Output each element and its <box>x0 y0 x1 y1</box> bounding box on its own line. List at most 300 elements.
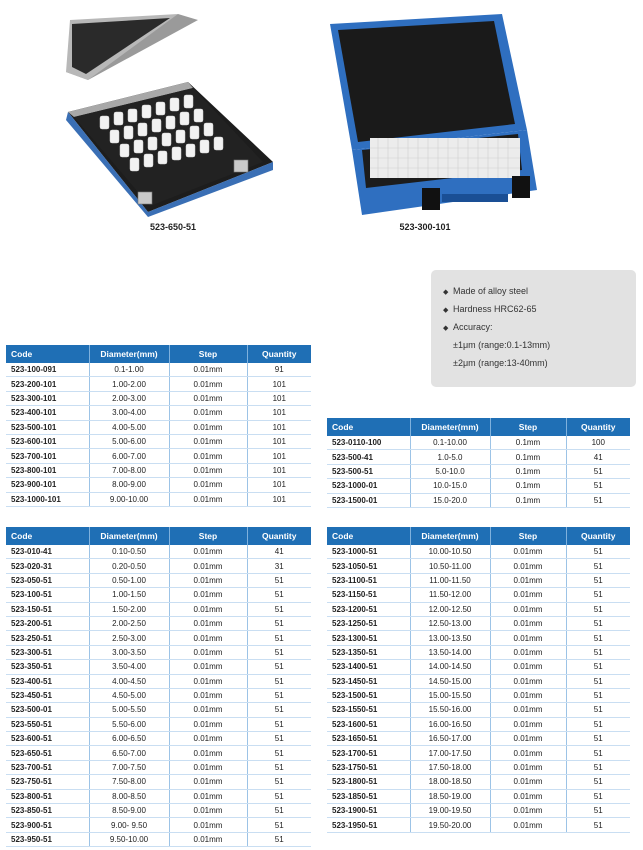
step-cell: 0.01mm <box>169 616 247 630</box>
table-row <box>327 631 630 645</box>
header-code: Code <box>6 528 89 545</box>
step-cell: 0.01mm <box>490 732 566 746</box>
diameter-cell: 11.50-12.00 <box>410 588 490 602</box>
step-cell: 0.1mm <box>490 464 566 478</box>
code-cell: 523-600-51 <box>6 732 89 746</box>
step-cell: 0.01mm <box>169 818 247 832</box>
table-row <box>6 717 311 731</box>
quantity-cell: 51 <box>566 631 630 645</box>
quantity-cell: 51 <box>247 732 311 746</box>
code-cell: 523-0110-100 <box>327 436 410 450</box>
aluminum-case-photo <box>58 12 283 217</box>
table-row <box>327 660 630 674</box>
code-cell: 523-1650-51 <box>327 732 410 746</box>
code-cell: 523-150-51 <box>6 602 89 616</box>
step-cell: 0.01mm <box>490 674 566 688</box>
spec-sub-item: ±2μm (range:13-40mm) <box>453 358 548 368</box>
header-step: Step <box>490 419 566 436</box>
code-cell: 523-1700-51 <box>327 746 410 760</box>
quantity-cell: 91 <box>247 363 311 377</box>
diameter-cell: 12.50-13.00 <box>410 616 490 630</box>
diameter-cell: 7.50-8.00 <box>89 775 169 789</box>
step-cell: 0.01mm <box>169 573 247 587</box>
step-cell: 0.01mm <box>169 463 247 477</box>
step-cell: 0.01mm <box>169 631 247 645</box>
table-row <box>6 559 311 573</box>
diameter-cell: 16.00-16.50 <box>410 717 490 731</box>
quantity-cell: 51 <box>566 602 630 616</box>
product-caption-1: 523-650-51 <box>149 222 197 232</box>
code-cell: 523-1850-51 <box>327 789 410 803</box>
quantity-cell: 101 <box>247 434 311 448</box>
quantity-cell: 51 <box>247 588 311 602</box>
step-cell: 0.01mm <box>169 688 247 702</box>
code-cell: 523-300-51 <box>6 645 89 659</box>
code-cell: 523-750-51 <box>6 775 89 789</box>
table-row <box>6 775 311 789</box>
spec-table-2 <box>327 418 630 508</box>
step-cell: 0.01mm <box>169 717 247 731</box>
diameter-cell: 0.1-1.00 <box>89 363 169 377</box>
header-quantity: Quantity <box>247 528 311 545</box>
diameter-cell: 9.00-10.00 <box>89 492 169 506</box>
diameter-cell: 1.00-1.50 <box>89 588 169 602</box>
table-row <box>6 377 311 391</box>
header-diameter: Diameter(mm) <box>89 528 169 545</box>
quantity-cell: 51 <box>247 760 311 774</box>
quantity-cell: 51 <box>566 588 630 602</box>
table-row <box>6 434 311 448</box>
diameter-cell: 15.00-15.50 <box>410 688 490 702</box>
table-row <box>327 493 630 507</box>
code-cell: 523-1000-01 <box>327 479 410 493</box>
diameter-cell: 19.00-19.50 <box>410 804 490 818</box>
quantity-cell: 101 <box>247 391 311 405</box>
quantity-cell: 51 <box>566 545 630 559</box>
quantity-cell: 41 <box>566 450 630 464</box>
code-cell: 523-950-51 <box>6 832 89 846</box>
step-cell: 0.01mm <box>169 559 247 573</box>
table-row <box>327 559 630 573</box>
header-code: Code <box>6 346 89 363</box>
header-code: Code <box>327 419 410 436</box>
table-row <box>6 406 311 420</box>
diameter-cell: 15.0-20.0 <box>410 493 490 507</box>
code-cell: 523-1000-101 <box>6 492 89 506</box>
diameter-cell: 0.50-1.00 <box>89 573 169 587</box>
table-row <box>327 789 630 803</box>
diamond-bullet-icon: ◆ <box>443 307 449 314</box>
code-cell: 523-1750-51 <box>327 760 410 774</box>
diameter-cell: 10.0-15.0 <box>410 479 490 493</box>
quantity-cell: 51 <box>247 818 311 832</box>
table-row <box>327 616 630 630</box>
quantity-cell: 51 <box>566 616 630 630</box>
table-row <box>6 818 311 832</box>
diameter-cell: 14.50-15.00 <box>410 674 490 688</box>
code-cell: 523-1600-51 <box>327 717 410 731</box>
header-quantity: Quantity <box>566 528 630 545</box>
diameter-cell: 8.00-8.50 <box>89 789 169 803</box>
table-row <box>6 631 311 645</box>
code-cell: 523-1150-51 <box>327 588 410 602</box>
step-cell: 0.01mm <box>169 732 247 746</box>
step-cell: 0.01mm <box>169 363 247 377</box>
step-cell: 0.01mm <box>490 717 566 731</box>
quantity-cell: 51 <box>247 804 311 818</box>
code-cell: 523-700-101 <box>6 449 89 463</box>
diameter-cell: 10.00-10.50 <box>410 545 490 559</box>
code-cell: 523-800-101 <box>6 463 89 477</box>
diameter-cell: 2.50-3.00 <box>89 631 169 645</box>
table-row <box>327 464 630 478</box>
table-row <box>327 545 630 559</box>
diameter-cell: 12.00-12.50 <box>410 602 490 616</box>
code-cell: 523-1350-51 <box>327 645 410 659</box>
step-cell: 0.01mm <box>169 434 247 448</box>
table-row <box>327 450 630 464</box>
quantity-cell: 51 <box>247 573 311 587</box>
table-row <box>327 703 630 717</box>
table-row <box>327 732 630 746</box>
table-row <box>327 818 630 832</box>
step-cell: 0.01mm <box>490 545 566 559</box>
header-step: Step <box>169 346 247 363</box>
code-cell: 523-1400-51 <box>327 660 410 674</box>
table-row <box>327 602 630 616</box>
diameter-cell: 2.00-2.50 <box>89 616 169 630</box>
step-cell: 0.01mm <box>169 449 247 463</box>
code-cell: 523-020-31 <box>6 559 89 573</box>
quantity-cell: 51 <box>247 775 311 789</box>
step-cell: 0.01mm <box>169 391 247 405</box>
quantity-cell: 51 <box>566 573 630 587</box>
code-cell: 523-600-101 <box>6 434 89 448</box>
diameter-cell: 1.50-2.00 <box>89 602 169 616</box>
diamond-bullet-icon: ◆ <box>443 289 449 296</box>
quantity-cell: 51 <box>247 789 311 803</box>
table-row <box>6 688 311 702</box>
code-cell: 523-400-51 <box>6 674 89 688</box>
quantity-cell: 51 <box>566 559 630 573</box>
diameter-cell: 11.00-11.50 <box>410 573 490 587</box>
quantity-cell: 101 <box>247 478 311 492</box>
spec-sub-item: ±1μm (range:0.1-13mm) <box>453 340 551 350</box>
table-row <box>6 463 311 477</box>
step-cell: 0.01mm <box>490 789 566 803</box>
table-row <box>6 789 311 803</box>
quantity-cell: 51 <box>566 804 630 818</box>
quantity-cell: 51 <box>247 602 311 616</box>
product-caption-2: 523-300-101 <box>399 222 451 232</box>
table-row <box>6 760 311 774</box>
code-cell: 523-700-51 <box>6 760 89 774</box>
table-row <box>6 363 311 377</box>
diameter-cell: 0.20-0.50 <box>89 559 169 573</box>
step-cell: 0.01mm <box>490 660 566 674</box>
header-diameter: Diameter(mm) <box>89 346 169 363</box>
table-row <box>327 746 630 760</box>
diameter-cell: 4.00-4.50 <box>89 674 169 688</box>
diameter-cell: 10.50-11.00 <box>410 559 490 573</box>
code-cell: 523-400-101 <box>6 406 89 420</box>
table-row <box>6 420 311 434</box>
diameter-cell: 1.00-2.00 <box>89 377 169 391</box>
diameter-cell: 0.10-0.50 <box>89 545 169 559</box>
step-cell: 0.01mm <box>490 631 566 645</box>
table-row <box>6 391 311 405</box>
diameter-cell: 7.00-7.50 <box>89 760 169 774</box>
code-cell: 523-100-091 <box>6 363 89 377</box>
diameter-cell: 13.00-13.50 <box>410 631 490 645</box>
step-cell: 0.01mm <box>490 688 566 702</box>
code-cell: 523-1300-51 <box>327 631 410 645</box>
header-quantity: Quantity <box>566 419 630 436</box>
code-cell: 523-250-51 <box>6 631 89 645</box>
quantity-cell: 51 <box>566 818 630 832</box>
quantity-cell: 101 <box>247 449 311 463</box>
diameter-cell: 5.00-5.50 <box>89 703 169 717</box>
header-diameter: Diameter(mm) <box>410 528 490 545</box>
code-cell: 523-350-51 <box>6 660 89 674</box>
step-cell: 0.01mm <box>490 804 566 818</box>
step-cell: 0.1mm <box>490 479 566 493</box>
code-cell: 523-500-41 <box>327 450 410 464</box>
quantity-cell: 101 <box>247 406 311 420</box>
diameter-cell: 19.50-20.00 <box>410 818 490 832</box>
table-row <box>327 760 630 774</box>
diameter-cell: 14.00-14.50 <box>410 660 490 674</box>
diameter-cell: 17.00-17.50 <box>410 746 490 760</box>
quantity-cell: 51 <box>247 645 311 659</box>
code-cell: 523-1500-01 <box>327 493 410 507</box>
code-cell: 523-850-51 <box>6 804 89 818</box>
quantity-cell: 100 <box>566 436 630 450</box>
quantity-cell: 51 <box>566 775 630 789</box>
step-cell: 0.01mm <box>490 559 566 573</box>
quantity-cell: 51 <box>566 493 630 507</box>
step-cell: 0.01mm <box>169 760 247 774</box>
code-cell: 523-500-01 <box>6 703 89 717</box>
quantity-cell: 51 <box>247 631 311 645</box>
diameter-cell: 6.00-7.00 <box>89 449 169 463</box>
diameter-cell: 5.50-6.00 <box>89 717 169 731</box>
step-cell: 0.01mm <box>169 420 247 434</box>
table-row <box>327 775 630 789</box>
code-cell: 523-1250-51 <box>327 616 410 630</box>
spec-item: ◆ Hardness HRC62-65 <box>443 300 636 318</box>
step-cell: 0.01mm <box>169 789 247 803</box>
table-row <box>6 449 311 463</box>
table-row <box>6 573 311 587</box>
diameter-cell: 5.00-6.00 <box>89 434 169 448</box>
table-row <box>327 479 630 493</box>
code-cell: 523-1800-51 <box>327 775 410 789</box>
quantity-cell: 31 <box>247 559 311 573</box>
step-cell: 0.01mm <box>490 573 566 587</box>
code-cell: 523-500-51 <box>327 464 410 478</box>
diameter-cell: 4.50-5.00 <box>89 688 169 702</box>
table-row <box>6 660 311 674</box>
table-row <box>327 436 630 450</box>
quantity-cell: 51 <box>247 616 311 630</box>
step-cell: 0.1mm <box>490 450 566 464</box>
diameter-cell: 8.00-9.00 <box>89 478 169 492</box>
code-cell: 523-1950-51 <box>327 818 410 832</box>
step-cell: 0.01mm <box>169 703 247 717</box>
spec-table-3 <box>6 527 311 847</box>
header-quantity: Quantity <box>247 346 311 363</box>
step-cell: 0.01mm <box>169 602 247 616</box>
quantity-cell: 51 <box>566 479 630 493</box>
quantity-cell: 101 <box>247 492 311 506</box>
code-cell: 523-800-51 <box>6 789 89 803</box>
table-row <box>6 804 311 818</box>
table-row <box>6 832 311 846</box>
quantity-cell: 51 <box>247 660 311 674</box>
quantity-cell: 51 <box>566 717 630 731</box>
header-step: Step <box>490 528 566 545</box>
diamond-bullet-icon: ◆ <box>443 325 449 332</box>
step-cell: 0.01mm <box>490 616 566 630</box>
quantity-cell: 51 <box>247 832 311 846</box>
header-diameter: Diameter(mm) <box>410 419 490 436</box>
diameter-cell: 15.50-16.00 <box>410 703 490 717</box>
table-row <box>6 616 311 630</box>
spec-item: ◆ Accuracy: <box>443 318 636 336</box>
step-cell: 0.01mm <box>169 545 247 559</box>
table-row <box>6 602 311 616</box>
quantity-cell: 51 <box>247 717 311 731</box>
diameter-cell: 3.50-4.00 <box>89 660 169 674</box>
header-code: Code <box>327 528 410 545</box>
diameter-cell: 13.50-14.00 <box>410 645 490 659</box>
step-cell: 0.01mm <box>490 775 566 789</box>
code-cell: 523-500-101 <box>6 420 89 434</box>
quantity-cell: 51 <box>566 703 630 717</box>
table-row <box>327 588 630 602</box>
table-row <box>327 688 630 702</box>
spec-table-4 <box>327 527 630 833</box>
diameter-cell: 6.50-7.00 <box>89 746 169 760</box>
quantity-cell: 51 <box>247 746 311 760</box>
step-cell: 0.01mm <box>169 746 247 760</box>
header-step: Step <box>169 528 247 545</box>
step-cell: 0.01mm <box>169 478 247 492</box>
diameter-cell: 7.00-8.00 <box>89 463 169 477</box>
step-cell: 0.01mm <box>169 775 247 789</box>
table-row <box>327 645 630 659</box>
quantity-cell: 101 <box>247 463 311 477</box>
quantity-cell: 51 <box>566 789 630 803</box>
code-cell: 523-200-51 <box>6 616 89 630</box>
spec-item: ◆ Made of alloy steel <box>443 282 636 300</box>
diameter-cell: 18.00-18.50 <box>410 775 490 789</box>
quantity-cell: 51 <box>247 674 311 688</box>
diameter-cell: 3.00-4.00 <box>89 406 169 420</box>
step-cell: 0.01mm <box>490 645 566 659</box>
blue-case-photo <box>322 10 542 220</box>
spec-table-1 <box>6 345 311 507</box>
code-cell: 523-010-41 <box>6 545 89 559</box>
code-cell: 523-900-51 <box>6 818 89 832</box>
step-cell: 0.01mm <box>490 588 566 602</box>
diameter-cell: 6.00-6.50 <box>89 732 169 746</box>
quantity-cell: 51 <box>566 746 630 760</box>
quantity-cell: 51 <box>247 703 311 717</box>
table-row <box>6 588 311 602</box>
code-cell: 523-1000-51 <box>327 545 410 559</box>
step-cell: 0.01mm <box>169 832 247 846</box>
diameter-cell: 4.00-5.00 <box>89 420 169 434</box>
quantity-cell: 51 <box>247 688 311 702</box>
diameter-cell: 0.1-10.00 <box>410 436 490 450</box>
code-cell: 523-650-51 <box>6 746 89 760</box>
quantity-cell: 51 <box>566 760 630 774</box>
diameter-cell: 9.00- 9.50 <box>89 818 169 832</box>
table-row <box>6 478 311 492</box>
step-cell: 0.01mm <box>490 818 566 832</box>
step-cell: 0.01mm <box>169 804 247 818</box>
code-cell: 523-100-51 <box>6 588 89 602</box>
step-cell: 0.01mm <box>490 602 566 616</box>
table-row <box>327 674 630 688</box>
quantity-cell: 51 <box>566 732 630 746</box>
quantity-cell: 41 <box>247 545 311 559</box>
code-cell: 523-1900-51 <box>327 804 410 818</box>
diameter-cell: 8.50-9.00 <box>89 804 169 818</box>
code-cell: 523-1050-51 <box>327 559 410 573</box>
code-cell: 523-900-101 <box>6 478 89 492</box>
diameter-cell: 16.50-17.00 <box>410 732 490 746</box>
quantity-cell: 101 <box>247 377 311 391</box>
diameter-cell: 5.0-10.0 <box>410 464 490 478</box>
code-cell: 523-1100-51 <box>327 573 410 587</box>
table-row <box>327 717 630 731</box>
quantity-cell: 51 <box>566 688 630 702</box>
quantity-cell: 51 <box>566 645 630 659</box>
code-cell: 523-300-101 <box>6 391 89 405</box>
code-cell: 523-1450-51 <box>327 674 410 688</box>
table-row <box>6 645 311 659</box>
code-cell: 523-200-101 <box>6 377 89 391</box>
step-cell: 0.01mm <box>490 760 566 774</box>
quantity-cell: 51 <box>566 674 630 688</box>
step-cell: 0.01mm <box>169 645 247 659</box>
diameter-cell: 9.50-10.00 <box>89 832 169 846</box>
step-cell: 0.1mm <box>490 493 566 507</box>
quantity-cell: 101 <box>247 420 311 434</box>
diameter-cell: 2.00-3.00 <box>89 391 169 405</box>
step-cell: 0.01mm <box>169 406 247 420</box>
table-row <box>327 804 630 818</box>
step-cell: 0.01mm <box>169 492 247 506</box>
step-cell: 0.01mm <box>169 674 247 688</box>
table-row <box>6 674 311 688</box>
quantity-cell: 51 <box>566 464 630 478</box>
table-row <box>327 573 630 587</box>
table-row <box>6 545 311 559</box>
table-row <box>6 492 311 506</box>
code-cell: 523-1500-51 <box>327 688 410 702</box>
spec-box <box>431 270 636 387</box>
table-row <box>6 746 311 760</box>
quantity-cell: 51 <box>566 660 630 674</box>
diameter-cell: 17.50-18.00 <box>410 760 490 774</box>
code-cell: 523-1200-51 <box>327 602 410 616</box>
step-cell: 0.01mm <box>169 660 247 674</box>
diameter-cell: 18.50-19.00 <box>410 789 490 803</box>
